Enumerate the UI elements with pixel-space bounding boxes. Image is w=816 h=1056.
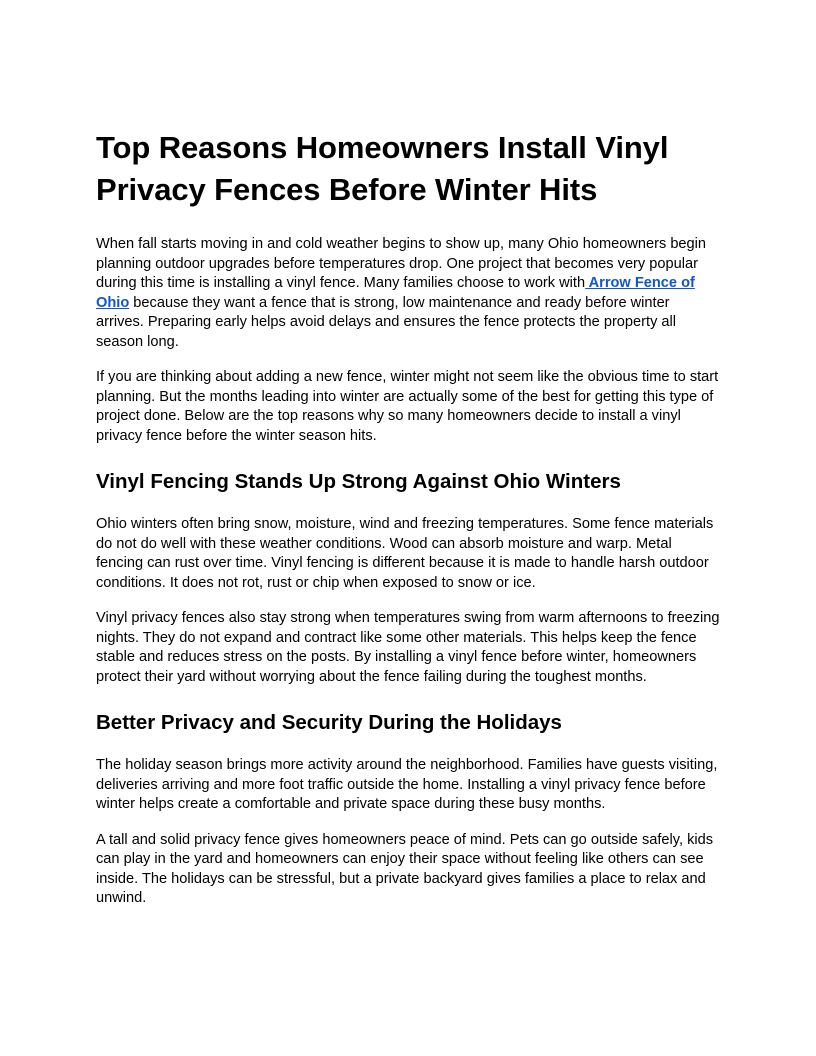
intro-paragraph-2: If you are thinking about adding a new fence, winter might not seem like the obvious time to start planning. But the months leading into winter are actually some of the best for getting this type of project done. Below are the top reasons why so many homeowners decide to install a vinyl privacy fence before the winter season hits.	[96, 369, 719, 444]
section-1-paragraph-2: Vinyl privacy fences also stay strong when temperatures swing from warm afternoons to freezing nights. They do not expand and contract like some other materials. This helps keep the fence stable and reduces stress on the posts. By installing a vinyl fence before winter, homeowners protect their yard without worrying about the fence failing during the toughest months.	[96, 610, 720, 685]
document-page	[96, 127, 720, 925]
section-heading-privacy-holidays: Better Privacy and Security During the Holidays	[96, 711, 562, 734]
intro-text-before-link: When fall starts moving in and cold weather begins to show up, many Ohio homeowners begin planning outdoor upgrades before temperatures drop. One project that becomes very popular during this time is installing a vinyl fence. Many families choose to work with	[96, 236, 707, 291]
section-2-paragraph-1: The holiday season brings more activity around the neighborhood. Families have guests visiting, deliveries arriving and more foot traffic outside the home. Installing a vinyl privacy fence before winter helps create a comfortable and private space during these busy months.	[96, 757, 718, 812]
document-title: Top Reasons Homeowners Install Vinyl Privacy Fences Before Winter Hits	[96, 130, 669, 207]
section-2-paragraph-2: A tall and solid privacy fence gives homeowners peace of mind. Pets can go outside safely, kids can play in the yard and homeowners can enjoy their space without feeling like others can see inside. The holidays can be stressful, but a private backyard gives families a place to relax and unwind.	[96, 831, 714, 906]
section-heading-vinyl-winters: Vinyl Fencing Stands Up Strong Against Ohio Winters	[96, 470, 621, 493]
intro-paragraph-1	[96, 235, 720, 352]
section-1-paragraph-1: Ohio winters often bring snow, moisture, wind and freezing temperatures. Some fence materials do not do well with these weather conditions. Wood can absorb moisture and warp. Metal fencing can rust over time. Vinyl fencing is different because it is made to handle harsh outdoor conditions. It does not rot, rust or chip when exposed to snow or ice.	[96, 516, 714, 591]
intro-text-after-link: because they want a fence that is strong, low maintenance and ready before winter arrives. Preparing early helps avoid delays and ensures the fence protects the property all season long.	[96, 294, 677, 350]
arrow-fence-of-ohio-link[interactable]: Arrow Fence of Ohio	[96, 275, 695, 311]
